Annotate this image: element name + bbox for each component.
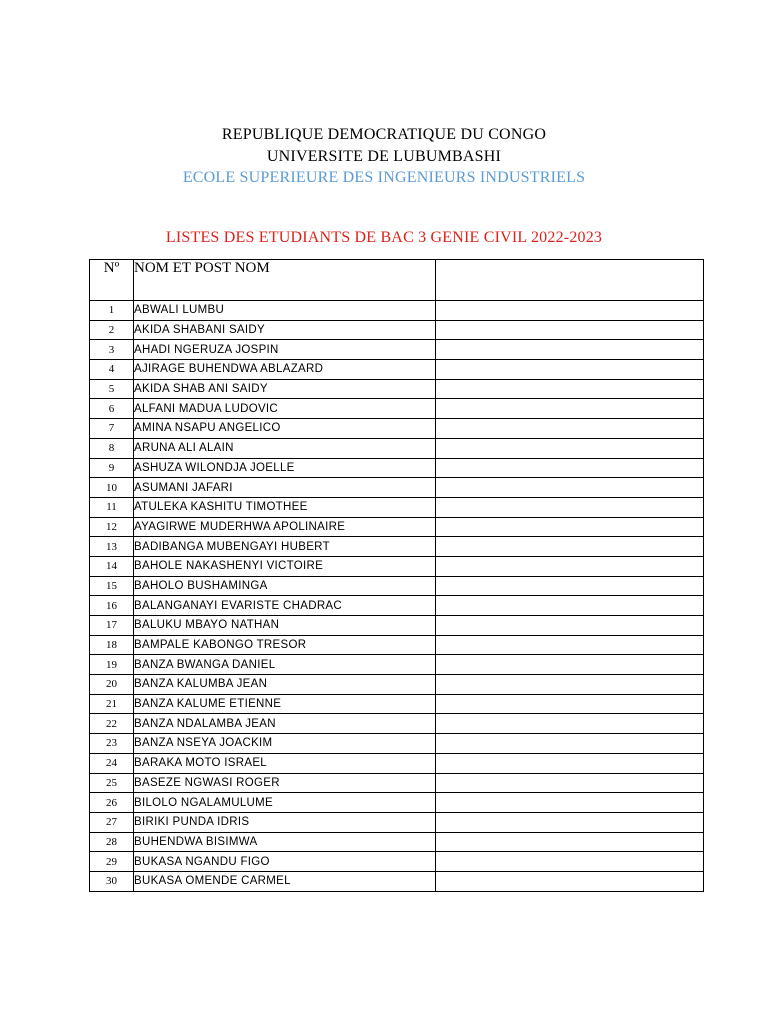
student-name: AKIDA SHAB ANI SAIDY — [134, 379, 436, 399]
table-row — [90, 379, 704, 399]
row-number: 29 — [90, 852, 134, 872]
student-name: ASUMANI JAFARI — [134, 478, 436, 498]
header-name: NOM ET POST NOM — [134, 260, 436, 301]
table-row — [90, 832, 704, 852]
row-extra-cell — [436, 340, 704, 360]
row-number: 15 — [90, 576, 134, 596]
header-number: Nº — [90, 260, 134, 301]
student-name: ALFANI MADUA LUDOVIC — [134, 399, 436, 419]
student-name: AMINA NSAPU ANGELICO — [134, 419, 436, 439]
row-extra-cell — [436, 360, 704, 380]
student-name: BASEZE NGWASI ROGER — [134, 773, 436, 793]
row-extra-cell — [436, 399, 704, 419]
row-number: 1 — [90, 301, 134, 321]
row-extra-cell — [436, 871, 704, 891]
students-table — [89, 259, 704, 892]
student-name: BADIBANGA MUBENGAYI HUBERT — [134, 537, 436, 557]
table-row — [90, 812, 704, 832]
table-row — [90, 517, 704, 537]
row-number: 11 — [90, 497, 134, 517]
row-number: 19 — [90, 655, 134, 675]
table-row — [90, 556, 704, 576]
table-row — [90, 596, 704, 616]
table-row — [90, 871, 704, 891]
table-row — [90, 793, 704, 813]
row-number: 5 — [90, 379, 134, 399]
row-number: 24 — [90, 753, 134, 773]
row-extra-cell — [436, 812, 704, 832]
row-number: 17 — [90, 616, 134, 636]
student-name: BUKASA NGANDU FIGO — [134, 852, 436, 872]
student-name: BANZA KALUMBA JEAN — [134, 675, 436, 695]
row-extra-cell — [436, 675, 704, 695]
table-row — [90, 438, 704, 458]
row-extra-cell — [436, 714, 704, 734]
row-number: 22 — [90, 714, 134, 734]
table-row — [90, 537, 704, 557]
table-row — [90, 301, 704, 321]
student-name: ASHUZA WILONDJA JOELLE — [134, 458, 436, 478]
student-name: BANZA BWANGA DANIEL — [134, 655, 436, 675]
row-extra-cell — [436, 753, 704, 773]
row-number: 18 — [90, 635, 134, 655]
row-number: 30 — [90, 871, 134, 891]
table-row — [90, 399, 704, 419]
table-row — [90, 714, 704, 734]
table-row — [90, 360, 704, 380]
row-number: 23 — [90, 734, 134, 754]
table-row — [90, 419, 704, 439]
row-extra-cell — [436, 517, 704, 537]
table-row — [90, 478, 704, 498]
row-extra-cell — [436, 458, 704, 478]
row-number: 26 — [90, 793, 134, 813]
student-name: BANZA NSEYA JOACKIM — [134, 734, 436, 754]
table-row — [90, 340, 704, 360]
row-number: 14 — [90, 556, 134, 576]
student-name: BALANGANAYI EVARISTE CHADRAC — [134, 596, 436, 616]
student-name: BANZA NDALAMBA JEAN — [134, 714, 436, 734]
table-header-row — [90, 260, 704, 301]
university-heading: UNIVERSITE DE LUBUMBASHI — [266, 148, 502, 165]
list-title: LISTES DES ETUDIANTS DE BAC 3 GENIE CIVIL 2022-2023 — [165, 229, 603, 246]
row-number: 8 — [90, 438, 134, 458]
row-extra-cell — [436, 655, 704, 675]
student-name: AHADI NGERUZA JOSPIN — [134, 340, 436, 360]
row-number: 9 — [90, 458, 134, 478]
row-number: 13 — [90, 537, 134, 557]
table-row — [90, 458, 704, 478]
row-extra-cell — [436, 694, 704, 714]
row-number: 16 — [90, 596, 134, 616]
row-number: 25 — [90, 773, 134, 793]
row-extra-cell — [436, 852, 704, 872]
row-number: 12 — [90, 517, 134, 537]
row-number: 28 — [90, 832, 134, 852]
table-row — [90, 655, 704, 675]
table-row — [90, 753, 704, 773]
student-name: BUHENDWA BISIMWA — [134, 832, 436, 852]
student-name: BILOLO NGALAMULUME — [134, 793, 436, 813]
student-name: BARAKA MOTO ISRAEL — [134, 753, 436, 773]
student-name: BAHOLE NAKASHENYI VICTOIRE — [134, 556, 436, 576]
country-heading: REPUBLIQUE DEMOCRATIQUE DU CONGO — [221, 126, 547, 143]
school-heading: ECOLE SUPERIEURE DES INGENIEURS INDUSTRIELS — [182, 169, 586, 186]
student-name: BUKASA OMENDE CARMEL — [134, 871, 436, 891]
table-row — [90, 320, 704, 340]
row-number: 6 — [90, 399, 134, 419]
row-extra-cell — [436, 379, 704, 399]
student-name: ATULEKA KASHITU TIMOTHEE — [134, 497, 436, 517]
student-name: BALUKU MBAYO NATHAN — [134, 616, 436, 636]
header-extra — [436, 260, 704, 301]
row-extra-cell — [436, 773, 704, 793]
row-extra-cell — [436, 616, 704, 636]
student-name: BIRIKI PUNDA IDRIS — [134, 812, 436, 832]
student-name: BAHOLO BUSHAMINGA — [134, 576, 436, 596]
student-name: BANZA KALUME ETIENNE — [134, 694, 436, 714]
row-extra-cell — [436, 635, 704, 655]
row-extra-cell — [436, 596, 704, 616]
row-extra-cell — [436, 301, 704, 321]
row-extra-cell — [436, 419, 704, 439]
row-extra-cell — [436, 478, 704, 498]
student-name: AJIRAGE BUHENDWA ABLAZARD — [134, 360, 436, 380]
student-name: AKIDA SHABANI SAIDY — [134, 320, 436, 340]
row-number: 4 — [90, 360, 134, 380]
row-extra-cell — [436, 793, 704, 813]
row-number: 20 — [90, 675, 134, 695]
row-number: 21 — [90, 694, 134, 714]
table-row — [90, 576, 704, 596]
table-row — [90, 734, 704, 754]
student-name: BAMPALE KABONGO TRESOR — [134, 635, 436, 655]
row-extra-cell — [436, 438, 704, 458]
table-row — [90, 852, 704, 872]
row-extra-cell — [436, 734, 704, 754]
row-number: 27 — [90, 812, 134, 832]
table-row — [90, 616, 704, 636]
row-number: 10 — [90, 478, 134, 498]
student-name: AYAGIRWE MUDERHWA APOLINAIRE — [134, 517, 436, 537]
table-row — [90, 675, 704, 695]
student-name: ARUNA ALI ALAIN — [134, 438, 436, 458]
row-extra-cell — [436, 497, 704, 517]
row-extra-cell — [436, 576, 704, 596]
table-row — [90, 773, 704, 793]
row-extra-cell — [436, 537, 704, 557]
row-extra-cell — [436, 832, 704, 852]
table-row — [90, 694, 704, 714]
row-number: 2 — [90, 320, 134, 340]
row-extra-cell — [436, 556, 704, 576]
row-number: 7 — [90, 419, 134, 439]
row-number: 3 — [90, 340, 134, 360]
student-name: ABWALI LUMBU — [134, 301, 436, 321]
row-extra-cell — [436, 320, 704, 340]
table-row — [90, 635, 704, 655]
table-row — [90, 497, 704, 517]
